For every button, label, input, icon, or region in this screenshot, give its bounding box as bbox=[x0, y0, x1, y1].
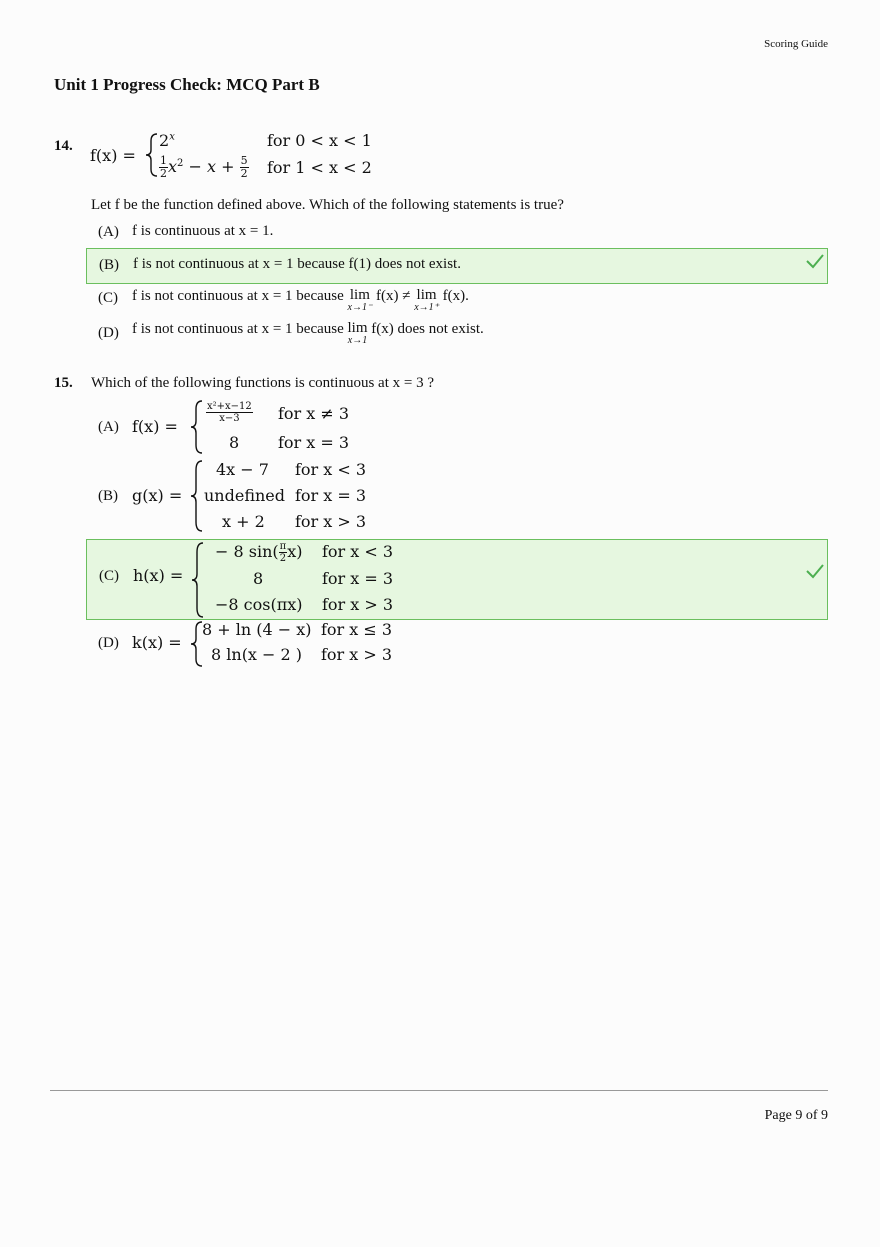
piece-1-condition: for x ≠ 3 bbox=[278, 404, 350, 423]
check-icon bbox=[805, 561, 825, 581]
choice-letter: (D) bbox=[98, 325, 119, 341]
piece-2-expr: undefined bbox=[204, 486, 286, 505]
piece-1-expr: 4x − 7 bbox=[216, 460, 269, 479]
q14-choice-a[interactable] bbox=[86, 222, 828, 246]
piece-1-condition: for x < 3 bbox=[295, 460, 367, 479]
q14-function-name: f(x) = bbox=[90, 146, 136, 165]
question-15-number: 15. bbox=[54, 375, 73, 391]
choice-letter: (A) bbox=[98, 224, 119, 240]
choice-text: f is not continuous at x = 1 because f(1) does not exist. bbox=[133, 256, 461, 272]
choice-text: f is not continuous at x = 1 because lim x→1⁻ f(x) ≠ lim x→1⁺ f(x). bbox=[132, 287, 469, 313]
brace-icon bbox=[190, 460, 204, 532]
choice-letter: (B) bbox=[99, 257, 119, 273]
piece-2-condition: for x = 3 bbox=[295, 486, 367, 505]
page-number: Page 9 of 9 bbox=[764, 1108, 828, 1123]
q14-piece-2: $\frac{1}{2}$ $x^2 - x$ + $\frac{5}{2}$ bbox=[160, 154, 248, 181]
choice-letter: (A) bbox=[98, 419, 119, 435]
piece-3-expr: −8 cos(πx) bbox=[215, 595, 303, 614]
function-name: g(x) = bbox=[132, 486, 183, 505]
piece-3-expr: x + 2 bbox=[222, 512, 265, 531]
q14-prompt: Let f be the function defined above. Which of the following statements is true? bbox=[91, 197, 564, 213]
function-name: k(x) = bbox=[132, 633, 182, 652]
choice-letter: (C) bbox=[98, 290, 118, 306]
q14-piece-2-condition: for 1 < x < 2 bbox=[267, 158, 372, 177]
piece-2-condition: for x = 3 bbox=[322, 569, 394, 588]
brace-icon bbox=[191, 542, 205, 618]
piece-1-condition: for x ≤ 3 bbox=[321, 620, 393, 639]
piece-2-expr: 8 ln(x − 2 ) bbox=[211, 645, 303, 664]
piece-1-expr: − 8 sin( $\frac{\pi}{2}$ x) bbox=[215, 541, 303, 564]
choice-letter: (D) bbox=[98, 635, 119, 651]
q15-choice-d[interactable] bbox=[86, 620, 828, 668]
q14-piece-1: 2$^x$ bbox=[159, 131, 175, 150]
page-title: Unit 1 Progress Check: MCQ Part B bbox=[54, 75, 320, 94]
brace-icon bbox=[190, 400, 204, 454]
piece-3-condition: for x > 3 bbox=[322, 595, 394, 614]
q14-piece-1-condition: for 0 < x < 1 bbox=[267, 131, 372, 150]
footer-divider bbox=[50, 1090, 828, 1091]
piece-1-condition: for x < 3 bbox=[322, 542, 394, 561]
function-name: f(x) = bbox=[132, 417, 178, 436]
header-label: Scoring Guide bbox=[764, 38, 828, 50]
check-icon bbox=[805, 251, 825, 271]
piece-3-condition: for x > 3 bbox=[295, 512, 367, 531]
q15-choice-a[interactable] bbox=[86, 398, 828, 456]
q15-choice-b[interactable] bbox=[86, 458, 828, 534]
piece-2-expr: 8 bbox=[229, 433, 240, 452]
choice-letter: (B) bbox=[98, 488, 118, 504]
q15-choice-c[interactable] bbox=[86, 539, 828, 620]
piece-2-condition: for x > 3 bbox=[321, 645, 393, 664]
q14-choice-c[interactable] bbox=[86, 286, 828, 318]
q14-brace bbox=[145, 133, 159, 177]
question-14-number: 14. bbox=[54, 138, 73, 154]
piece-1-expr: 8 + ln (4 − x) bbox=[202, 620, 312, 639]
choice-text: f is not continuous at x = 1 because lim x→1 f(x) does not exist. bbox=[132, 320, 484, 346]
piece-2-condition: for x = 3 bbox=[278, 433, 350, 452]
piece-1-expr: $\frac{\text{x²+x−12}}{x-3}$ bbox=[207, 401, 252, 424]
q14-choice-d[interactable] bbox=[86, 320, 828, 352]
function-name: h(x) = bbox=[133, 566, 184, 585]
choice-text: f is continuous at x = 1. bbox=[132, 223, 274, 239]
piece-2-expr: 8 bbox=[253, 569, 264, 588]
q14-choice-b[interactable] bbox=[86, 248, 828, 284]
q15-prompt: Which of the following functions is continuous at x = 3 ? bbox=[91, 375, 434, 391]
choice-letter: (C) bbox=[99, 568, 119, 584]
